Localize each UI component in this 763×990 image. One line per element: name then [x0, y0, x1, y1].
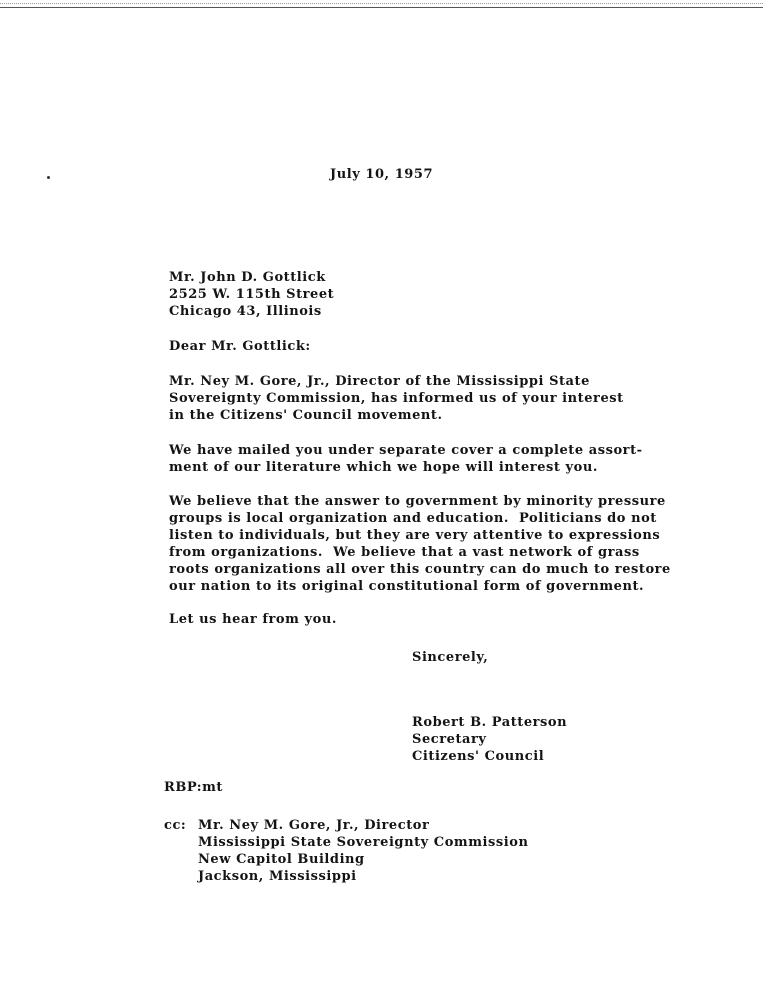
paragraph-line: Mr. Ney M. Gore, Jr., Director of the Mississippi State — [169, 374, 590, 389]
top-edge-rule-faint — [0, 3, 763, 4]
cc-line: Mississippi State Sovereignty Commission — [198, 835, 529, 850]
recipient-name: Mr. John D. Gottlick — [169, 270, 326, 285]
paragraph-line: We believe that the answer to government by minority pressure — [169, 494, 666, 509]
paragraph-line: We have mailed you under separate cover a complete assort- — [169, 443, 643, 458]
paragraph-line: from organizations. We believe that a vast network of grass — [169, 545, 640, 560]
paragraph-line: roots organizations all over this country can do much to restore — [169, 562, 671, 577]
paragraph-4: Let us hear from you. — [169, 612, 337, 627]
paragraph-line: listen to individuals, but they are very attentive to expressions — [169, 528, 661, 543]
reference-initials: RBP:mt — [164, 780, 223, 795]
recipient-city: Chicago 43, Illinois — [169, 304, 322, 319]
paragraph-line: our nation to its original constitutional form of government. — [169, 579, 645, 594]
signature-block — [412, 714, 567, 765]
paragraph-3 — [169, 493, 671, 595]
closing: Sincerely, — [412, 650, 489, 665]
letter-date: July 10, 1957 — [330, 167, 434, 182]
recipient-street: 2525 W. 115th Street — [169, 287, 335, 302]
cc-line: Jackson, Mississippi — [198, 869, 357, 884]
recipient-address — [169, 269, 334, 320]
salutation: Dear Mr. Gottlick: — [169, 339, 311, 354]
cc-label: cc: — [164, 818, 187, 833]
cc-line: Mr. Ney M. Gore, Jr., Director — [198, 818, 430, 833]
signer-name: Robert B. Patterson — [412, 715, 568, 730]
paragraph-2 — [169, 442, 643, 476]
margin-speck — [47, 176, 50, 179]
paragraph-line: ment of our literature which we hope will interest you. — [169, 460, 598, 475]
cc-line: New Capitol Building — [198, 852, 365, 867]
cc-address — [198, 817, 528, 885]
paragraph-line: Sovereignty Commission, has informed us of your interest — [169, 391, 624, 406]
paragraph-line: in the Citizens' Council movement. — [169, 408, 443, 423]
paragraph-line: groups is local organization and education. Politicians do not — [169, 511, 657, 526]
signer-organization: Citizens' Council — [412, 749, 545, 764]
signer-title: Secretary — [412, 732, 487, 747]
paragraph-1 — [169, 373, 624, 424]
top-edge-rule — [0, 7, 763, 8]
